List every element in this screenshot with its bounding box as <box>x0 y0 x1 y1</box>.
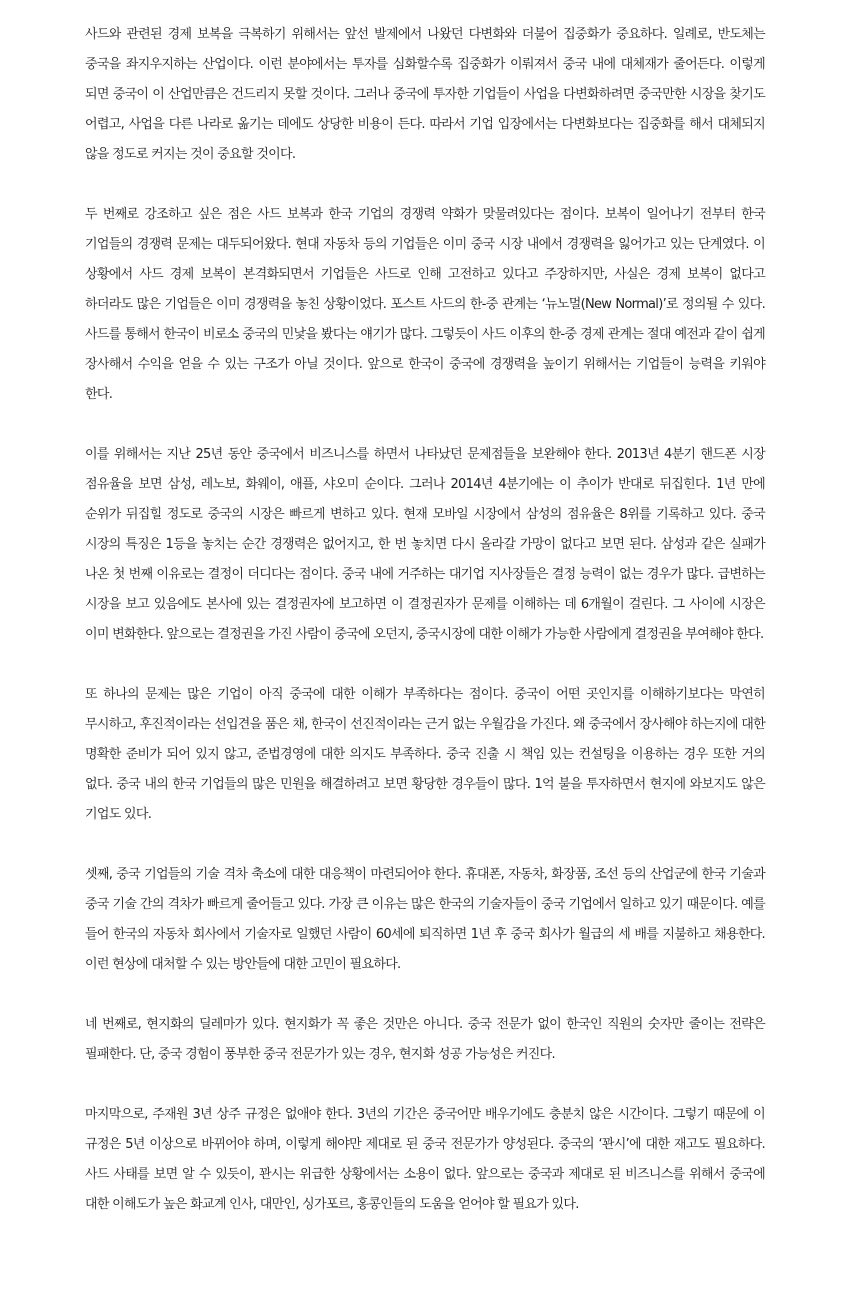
article-body <box>85 20 765 1220</box>
paragraph-3: 이를 위해서는 지난 25년 동안 중국에서 비즈니스를 하면서 나타났던 문제점들을 보완해야 한다. 2013년 4분기 핸드폰 시장 점유율을 보면 삼성, 레노보, 화웨이, 애플, 샤오미 순이다. 그러나 2014년 4분기에는 이 추이가 반대로 뒤집힌다. 1년 만에 순위가 뒤집힐 정도로 중국의 시장은 빠르게 변하고 있다. 현재 모바일 시장에서 삼성의 점유율은 8위를 기록하고 있다. 중국 시장의 특징은 1등을 놓치는 순간 경쟁력은 없어지고, 한 번 놓치면 다시 올라갈 가망이 없다고 보면 된다. 삼성과 같은 실패가 나온 첫 번째 이유로는 결정이 더디다는 점이다. 중국 내에 거주하는 대기업 지사장들은 결정 능력이 없는 경우가 많다. 급변하는 시장을 보고 있음에도 본사에 있는 결정권자에 보고하면 이 결정권자가 문제를 이해하는 데 6개월이 걸린다. 그 사이에 시장은 이미 변화한다. 앞으로는 결정권을 가진 사람이 중국에 오던지, 중국시장에 대한 이해가 가능한 사람에게 결정권을 부여해야 한다. <box>85 447 765 642</box>
paragraph-4: 또 하나의 문제는 많은 기업이 아직 중국에 대한 이해가 부족하다는 점이다. 중국이 어떤 곳인지를 이해하기보다는 막연히 무시하고, 후진적이라는 선입견을 품은 채, 한국이 선진적이라는 근거 없는 우월감을 가진다. 왜 중국에서 장사해야 하는지에 대한 명확한 준비가 되어 있지 않고, 준법경영에 대한 의지도 부족하다. 중국 진출 시 책임 있는 컨설팅을 이용하는 경우 또한 거의 없다. 중국 내의 한국 기업들의 많은 민원을 해결하려고 보면 황당한 경우들이 많다. 1억 불을 투자하면서 현지에 와보지도 않은 기업도 있다. <box>85 687 765 822</box>
paragraph-6: 네 번째로, 현지화의 딜레마가 있다. 현지화가 꼭 좋은 것만은 아니다. 중국 전문가 없이 한국인 직원의 숫자만 줄이는 전략은 필패한다. 단, 중국 경험이 풍부한 중국 전문가가 있는 경우, 현지화 성공 가능성은 커진다. <box>85 1017 765 1062</box>
paragraph-1: 사드와 관련된 경제 보복을 극복하기 위해서는 앞선 발제에서 나왔던 다변화와 더불어 집중화가 중요하다. 일례로, 반도체는 중국을 좌지우지하는 산업이다. 이런 분야에서는 투자를 심화할수록 집중화가 이뤄져서 중국 내에 대체재가 줄어든다. 이렇게 되면 중국이 이 산업만큼은 건드리지 못할 것이다. 그러나 중국에 투자한 기업들이 사업을 다변화하려면 중국만한 시장을 찾기도 어렵고, 사업을 다른 나라로 옮기는 데에도 상당한 비용이 든다. 따라서 기업 입장에서는 다변화보다는 집중화를 해서 대체되지 않을 정도로 커지는 것이 중요할 것이다. <box>85 27 765 162</box>
paragraph-5: 셋째, 중국 기업들의 기술 격차 축소에 대한 대응책이 마련되어야 한다. 휴대폰, 자동차, 화장품, 조선 등의 산업군에 한국 기술과 중국 기술 간의 격차가 빠르게 줄어들고 있다. 가장 큰 이유는 많은 한국의 기술자들이 중국 기업에서 일하고 있기 때문이다. 예를 들어 한국의 자동차 회사에서 기술자로 일했던 사람이 60세에 퇴직하면 1년 후 중국 회사가 월급의 세 배를 지불하고 채용한다. 이런 현상에 대처할 수 있는 방안들에 대한 고민이 필요하다. <box>85 867 765 972</box>
paragraph-7: 마지막으로, 주재원 3년 상주 규정은 없애야 한다. 3년의 기간은 중국어만 배우기에도 충분치 않은 시간이다. 그렇기 때문에 이 규정은 5년 이상으로 바뀌어야 하며, 이렇게 해야만 제대로 된 중국 전문가가 양성된다. 중국의 ‘꽌시’에 대한 재고도 필요하다. 사드 사태를 보면 알 수 있듯이, 꽌시는 위급한 상황에서는 소용이 없다. 앞으로는 중국과 제대로 된 비즈니스를 위해서 중국에 대한 이해도가 높은 화교계 인사, 대만인, 싱가포르, 홍콩인들의 도움을 얻어야 할 필요가 있다. <box>85 1107 765 1212</box>
paragraph-2: 두 번째로 강조하고 싶은 점은 사드 보복과 한국 기업의 경쟁력 약화가 맞물려있다는 점이다. 보복이 일어나기 전부터 한국 기업들의 경쟁력 문제는 대두되어왔다. 현대 자동차 등의 기업들은 이미 중국 시장 내에서 경쟁력을 잃어가고 있는 단계였다. 이 상황에서 사드 경제 보복이 본격화되면서 기업들은 사드로 인해 고전하고 있다고 주장하지만, 사실은 경제 보복이 없다고 하더라도 많은 기업들은 이미 경쟁력을 놓친 상황이었다. 포스트 사드의 한-중 관계는 ‘뉴노멀(New Normal)’로 정의될 수 있다. 사드를 통해서 한국이 비로소 중국의 민낯을 봤다는 얘기가 많다. 그렇듯이 사드 이후의 한-중 경제 관계는 절대 예전과 같이 쉽게 장사해서 수익을 얻을 수 있는 구조가 아닐 것이다. 앞으로 한국이 중국에 경쟁력을 높이기 위해서는 기업들이 능력을 키워야 한다. <box>85 207 765 402</box>
